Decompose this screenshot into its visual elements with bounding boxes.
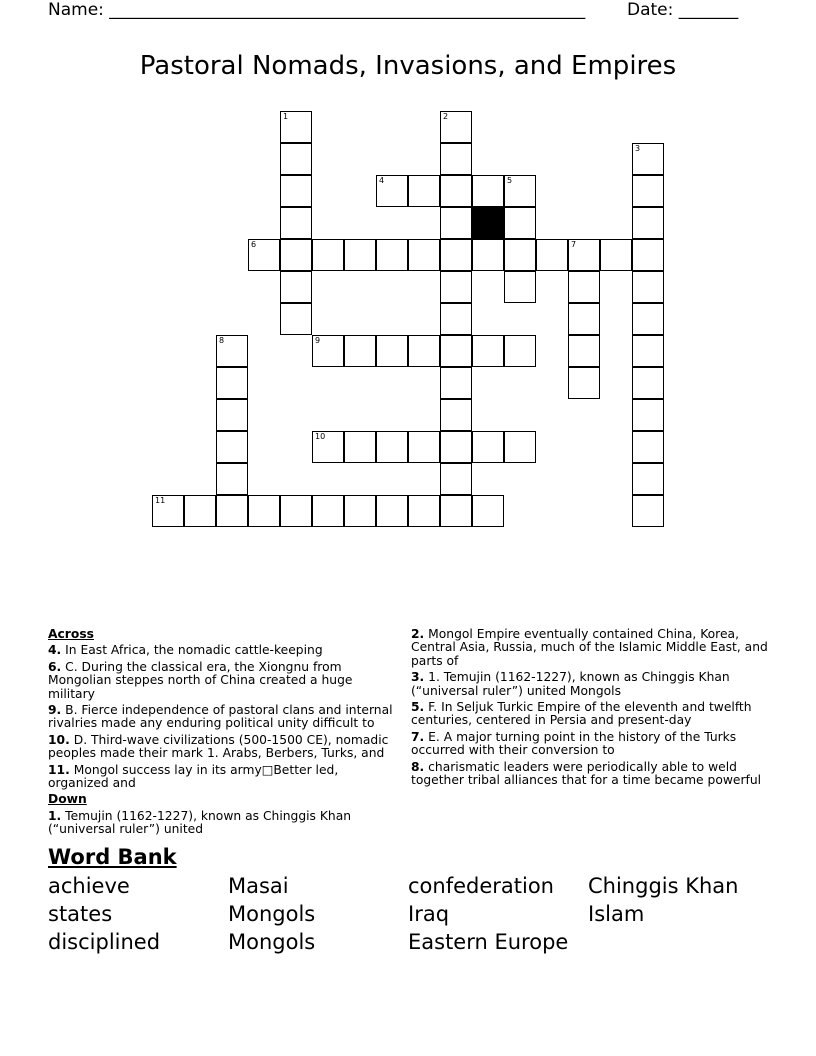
word-bank-item: disciplined [48,930,161,954]
clue-number: 3 [635,144,641,153]
crossword-cell[interactable] [440,303,472,335]
clue-number: 4 [379,176,385,185]
clue-down-1: 1. Temujin (1162-1227), known as Chinggis Khan (“universal ruler”) united [48,808,352,837]
crossword-cell[interactable] [248,239,280,271]
clue-across-9: 9. B. Fierce independence of pastoral clans and internal rivalries made any enduring political unity difficult to [48,703,393,731]
crossword-cell[interactable] [440,399,472,431]
crossword-cell[interactable] [568,239,600,271]
crossword-cell[interactable] [152,495,184,527]
crossword-cell[interactable] [216,399,248,431]
crossword-cell[interactable] [312,495,344,527]
crossword-cell[interactable] [312,335,344,367]
crossword-cell[interactable] [216,495,248,527]
clue-number: 1 [283,112,289,121]
crossword-cell[interactable] [344,495,376,527]
date-field-label: Date: _______ [627,0,739,20]
crossword-cell[interactable] [408,335,440,367]
crossword-cell[interactable] [376,335,408,367]
crossword-black-square [472,207,504,239]
down-heading: Down [48,792,87,807]
clue-down-3: 3. 1. Temujin (1162-1227), known as Chinggis Khan (“universal ruler”) united Mongols [411,670,730,698]
crossword-cell[interactable] [600,239,632,271]
page-title: Pastoral Nomads, Invasions, and Empires [139,51,677,81]
crossword-cell[interactable] [632,303,664,335]
crossword-cell[interactable] [504,207,536,239]
crossword-cell[interactable] [408,495,440,527]
crossword-cell[interactable] [440,495,472,527]
crossword-cell[interactable] [632,335,664,367]
word-bank-item: Eastern Europe [408,930,569,954]
crossword-cell[interactable] [376,175,408,207]
crossword-cell[interactable] [632,175,664,207]
crossword-cell[interactable] [472,431,504,463]
crossword-cell[interactable] [344,239,376,271]
crossword-cell[interactable] [440,463,472,495]
crossword-cell[interactable] [440,431,472,463]
crossword-cell[interactable] [216,335,248,367]
clue-number: 7 [571,240,577,249]
word-bank-item: Chinggis Khan [588,874,739,898]
crossword-cell[interactable] [472,495,504,527]
crossword-cell[interactable] [440,175,472,207]
crossword-cell[interactable] [504,271,536,303]
crossword-cell[interactable] [184,495,216,527]
clue-across-4: 4. In East Africa, the nomadic cattle-keeping [48,643,323,658]
crossword-cell[interactable] [344,431,376,463]
crossword-cell[interactable] [440,271,472,303]
crossword-cell[interactable] [440,143,472,175]
crossword-cell[interactable] [632,463,664,495]
crossword-cell[interactable] [248,495,280,527]
crossword-cell[interactable] [632,399,664,431]
crossword-cell[interactable] [280,175,312,207]
clue-number: 2 [443,112,449,121]
crossword-cell[interactable] [536,239,568,271]
crossword-cell[interactable] [280,239,312,271]
crossword-cell[interactable] [280,495,312,527]
clues-column-left [48,628,398,840]
clue-across-10: 10. D. Third-wave civilizations (500-1500 CE), nomadic peoples made their mark 1. Arabs, Berbers, Turks, and [48,732,389,761]
clue-down-7: 7. E. A major turning point in the history of the Turks occurred with their conversion to [411,729,737,758]
crossword-cell[interactable] [472,335,504,367]
name-field-label: Name: ________________________________________________________ [48,0,586,20]
crossword-cell[interactable] [376,431,408,463]
clue-number: 9 [315,336,321,345]
clue-across-6: 6. C. During the classical era, the Xiongnu from Mongolian steppes north of China created a huge military [48,659,353,701]
crossword-cell[interactable] [408,175,440,207]
crossword-cell[interactable] [376,239,408,271]
crossword-cell[interactable] [568,335,600,367]
crossword-cell[interactable] [312,239,344,271]
crossword-cell[interactable] [440,207,472,239]
crossword-cell[interactable] [504,431,536,463]
crossword-cell[interactable] [504,239,536,271]
crossword-cell[interactable] [472,239,504,271]
word-bank-item: Islam [588,902,645,926]
crossword-cell[interactable] [216,463,248,495]
crossword-cell[interactable] [632,367,664,399]
crossword-cell[interactable] [280,143,312,175]
crossword-cell[interactable] [632,431,664,463]
clue-number: 6 [251,240,257,249]
crossword-cell[interactable] [216,431,248,463]
crossword-cell[interactable] [568,303,600,335]
clues-column-right [411,628,769,790]
crossword-cell[interactable] [472,175,504,207]
clue-across-11: 11. Mongol success lay in its army□Better led, organized and [48,762,339,791]
crossword-cell[interactable] [632,143,664,175]
crossword-cell[interactable] [632,495,664,527]
clue-down-8: 8. charismatic leaders were periodically able to weld together tribal alliances that for a time became powerful [411,759,762,788]
word-bank-item: states [48,902,113,926]
crossword-cell[interactable] [632,239,664,271]
word-bank-item: confederation [408,874,554,898]
crossword-cell[interactable] [216,367,248,399]
word-bank-item: achieve [48,874,130,898]
word-bank-title: Word Bank [48,845,177,869]
crossword-cell[interactable] [408,239,440,271]
word-bank-item: Mongols [228,902,316,926]
crossword-cell[interactable] [280,271,312,303]
word-bank-item: Mongols [228,930,316,954]
clue-down-2: 2. Mongol Empire eventually contained China, Korea, Central Asia, Russia, much of the Islamic Middle East, and parts of [411,627,768,668]
crossword-cell[interactable] [344,335,376,367]
crossword-cell[interactable] [376,495,408,527]
crossword-cell[interactable] [632,271,664,303]
crossword-cell[interactable] [280,303,312,335]
word-bank-item: Iraq [408,902,450,926]
clue-number: 10 [315,432,326,441]
crossword-cell[interactable] [280,207,312,239]
crossword-cell[interactable] [632,207,664,239]
crossword-cell[interactable] [568,367,600,399]
crossword-cell[interactable] [504,335,536,367]
crossword-cell[interactable] [440,239,472,271]
clue-down-5: 5. F. In Seljuk Turkic Empire of the eleventh and twelfth centuries, centered in Persia and present-day [411,700,752,728]
clue-number: 11 [155,496,166,505]
crossword-cell[interactable] [568,271,600,303]
crossword-cell[interactable] [440,335,472,367]
crossword-cell[interactable] [504,175,536,207]
crossword-cell[interactable] [440,367,472,399]
clue-number: 5 [507,176,513,185]
crossword-cell[interactable] [280,111,312,143]
across-heading: Across [48,627,94,641]
crossword-cell[interactable] [312,431,344,463]
crossword-cell[interactable] [440,111,472,143]
crossword-cell[interactable] [408,431,440,463]
clue-number: 8 [219,336,225,345]
word-bank-item: Masai [228,874,289,898]
